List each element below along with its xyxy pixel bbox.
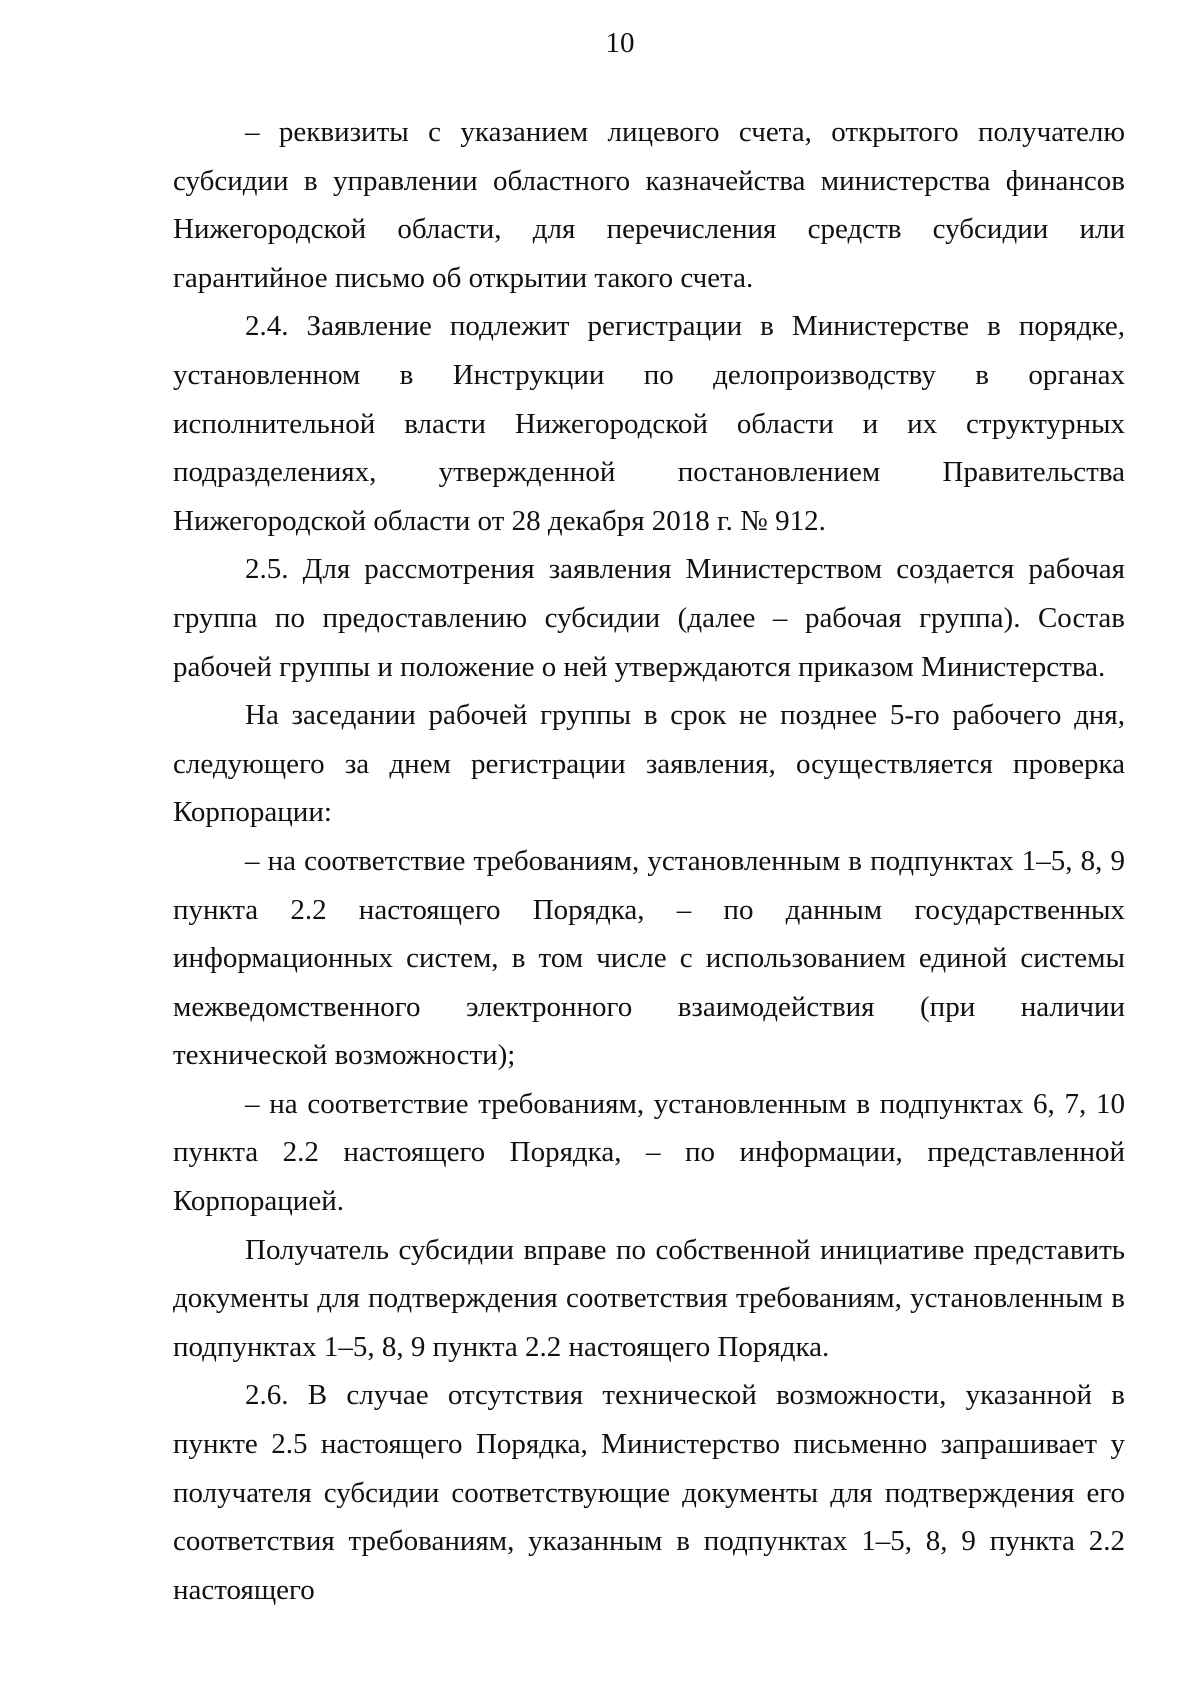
paragraph-check-state-systems: – на соответствие требованиям, установленным в подпунктах 1–5, 8, 9 пункта 2.2 настоящего Порядка, – по данным государственных информационных систем, в том числе с использованием единой системы межведомственного электронного взаимодействия (при наличии технической возможности); — [173, 844, 1125, 1072]
paragraph-2-6: 2.6. В случае отсутствия технической возможности, указанной в пункте 2.5 настоящего Порядка, Министерство письменно запрашивает у получателя субсидии соответствующие документы для подтверждения его соответствия требованиям, указанным в подпунктах 1–5, 8, 9 пункта 2.2 настоящего — [173, 1379, 1125, 1606]
paragraph-requisites: – реквизиты с указанием лицевого счета, открытого получателю субсидии в управлении областного казначейства министерства финансов Нижегородской области, для перечисления средств субсидии или гарантийное письмо об открытии такого счета. — [173, 116, 1125, 294]
paragraph-recipient-initiative: Получатель субсидии вправе по собственной инициативе представить документы для подтверждения соответствия требованиям, установленным в подпунктах 1–5, 8, 9 пункта 2.2 настоящего Порядка. — [173, 1233, 1125, 1363]
paragraph-check-corporation-info: – на соответствие требованиям, установленным в подпунктах 6, 7, 10 пункта 2.2 настоящего Порядка, – по информации, представленной Корпорацией. — [173, 1087, 1125, 1218]
page-number: 10 — [605, 27, 635, 59]
paragraph-working-group-meeting: На заседании рабочей группы в срок не позднее 5-го рабочего дня, следующего за днем регистрации заявления, осуществляется проверка Корпорации: — [173, 699, 1125, 829]
paragraph-2-5: 2.5. Для рассмотрения заявления Министерством создается рабочая группа по предоставлению субсидии (далее – рабочая группа). Состав рабочей группы и положение о ней утверждаются приказом Министерства. — [173, 553, 1125, 683]
paragraph-2-4: 2.4. Заявление подлежит регистрации в Министерстве в порядке, установленном в Инструкции по делопроизводству в органах исполнительной власти Нижегородской области и их структурных подразделениях, утвержденной постановлением Правительства Нижегородской области от 28 декабря 2018 г. № 912. — [173, 310, 1125, 537]
document-body — [173, 108, 1125, 1614]
